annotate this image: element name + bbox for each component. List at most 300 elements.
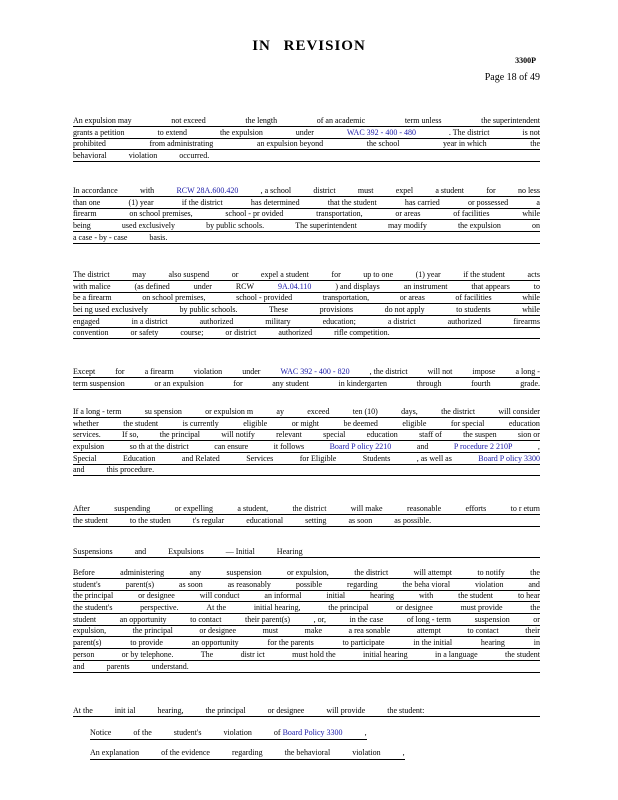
word-group: or (533, 614, 540, 624)
word-group: services. (73, 430, 101, 440)
word-group: exceed (307, 407, 330, 416)
word-group: in a language (435, 649, 478, 659)
text-line (73, 407, 540, 418)
word-group: The (200, 649, 214, 659)
word-group: understand. (151, 661, 189, 671)
word-group: sion or (517, 430, 540, 440)
word-group: At the (206, 603, 227, 613)
text-line (73, 430, 540, 441)
policy-link[interactable]: Board Policy 3300 (282, 728, 343, 737)
word-group: eligible (243, 418, 268, 428)
word-group: the student (73, 515, 108, 525)
paragraph-p9 (73, 706, 540, 718)
bullet-icon (73, 748, 90, 760)
word-group: of the (133, 728, 152, 737)
word-group: , a school (260, 186, 292, 195)
word-group: the suspen (463, 430, 497, 440)
word-group: of facilities (455, 293, 492, 303)
word-group: the principal (328, 603, 369, 613)
word-group: school - pr ovided (225, 209, 284, 219)
word-group: or possessed (467, 197, 509, 207)
word-group: with (139, 186, 155, 195)
text-line (73, 317, 540, 328)
policy-link[interactable]: RCW 28A.600.420 (176, 186, 239, 195)
paragraph-p3 (73, 270, 540, 340)
word-group: a long - (515, 367, 540, 376)
paragraph-p7 (73, 547, 540, 559)
bullet-item (73, 748, 405, 760)
word-group: if the district (181, 197, 223, 207)
word-group: make (304, 626, 322, 636)
word-group: a student (435, 186, 465, 195)
paragraph-p5 (73, 407, 540, 477)
word-group: the district (292, 504, 327, 513)
word-group: If so, (122, 430, 139, 440)
word-group: These (269, 305, 289, 315)
word-group: to provide (130, 638, 163, 648)
word-group: a case - by - case (73, 232, 128, 242)
word-group: RCW (235, 281, 255, 291)
word-group: for (233, 378, 243, 388)
word-group: (1) year (128, 197, 154, 207)
word-group: The superintendent (295, 221, 357, 231)
word-group: and Related (181, 453, 220, 463)
word-group: no less (517, 186, 540, 195)
text-line (73, 305, 540, 316)
text-line (73, 116, 540, 127)
word-group: su spension (144, 407, 182, 416)
word-group: year in which (443, 139, 487, 149)
word-group: or designee (396, 603, 433, 613)
text-line (73, 547, 540, 558)
word-group: engaged (73, 316, 100, 326)
text-line (73, 293, 540, 304)
word-group: to students (456, 305, 491, 315)
word-group: ten (10) (352, 407, 378, 416)
text-line (73, 662, 540, 673)
word-group: the behavioral (284, 748, 331, 757)
word-group: , the district (369, 367, 408, 376)
paragraph-p2 (73, 186, 540, 244)
word-group: under (193, 281, 212, 291)
word-group: Except (73, 367, 96, 376)
word-group: Hearing (276, 547, 303, 556)
word-group: the principal (73, 591, 114, 601)
word-group: education (508, 418, 540, 428)
document-number: 3300P (515, 56, 536, 65)
word-group: an opportunity (191, 638, 239, 648)
word-group: violation (352, 748, 381, 757)
word-group: to extend (157, 127, 188, 137)
word-group: An expulsion may (73, 116, 132, 125)
word-group: or designee (199, 626, 237, 636)
word-group: expulsion, (73, 626, 107, 636)
word-group: being (73, 221, 91, 231)
word-group: efforts (465, 504, 487, 513)
word-group: Students (362, 453, 391, 463)
word-group: or district (225, 328, 257, 338)
word-group: Expulsions (168, 547, 204, 556)
word-group: it follows (273, 442, 305, 452)
word-group: An explanation (90, 748, 140, 757)
word-group: parent(s) (125, 579, 155, 589)
word-group: for (486, 186, 496, 195)
word-group: not exceed (171, 116, 206, 125)
word-group: Services (246, 453, 274, 463)
word-group: , or, (313, 614, 326, 624)
word-group: , (537, 442, 540, 452)
word-group: term suspension (73, 378, 125, 388)
text-line (73, 454, 540, 465)
word-group: authorized (278, 328, 313, 338)
word-group: to notify (477, 568, 505, 577)
word-group: administering (120, 568, 165, 577)
word-group: init ial (114, 706, 136, 715)
word-group: At the (73, 706, 93, 715)
word-group: the (530, 139, 540, 149)
word-group: student's (173, 728, 202, 737)
word-group: , (402, 748, 405, 757)
word-group: or safety (130, 328, 159, 338)
word-group: Before (73, 568, 95, 577)
word-group: authorized (199, 316, 234, 326)
word-group: an instrument (403, 281, 448, 291)
word-group: is currently (182, 418, 219, 428)
word-group: a firearm (144, 367, 174, 376)
word-group: school - provided (236, 293, 293, 303)
word-group: under (295, 127, 314, 137)
word-group: person (73, 649, 95, 659)
word-group: or an expulsion (154, 378, 204, 388)
word-group: , (364, 728, 367, 737)
word-group: an informal (264, 591, 302, 601)
word-group: of Board Policy 3300 (273, 728, 343, 737)
text-line (73, 139, 540, 150)
word-group: to the studen (129, 515, 171, 525)
text-line (73, 209, 540, 220)
word-group: suspending (114, 504, 151, 513)
text-line (73, 270, 540, 281)
text-line (73, 282, 540, 293)
policy-link[interactable]: P rocedure 2 210P (453, 442, 513, 452)
word-group: must hold the (292, 649, 336, 659)
word-group: prohibited (73, 139, 106, 149)
word-group: If a long - term (73, 407, 122, 416)
word-group: with (418, 591, 434, 601)
text-line (73, 568, 540, 579)
word-group: suspension (474, 614, 510, 624)
word-group: from administrating (149, 139, 214, 149)
word-group: the expulsion (219, 127, 263, 137)
text-line (73, 367, 540, 378)
word-group: attempt (416, 626, 441, 636)
word-group: than one (73, 197, 101, 207)
word-group: on school premises, (129, 209, 193, 219)
word-group: the student (123, 418, 159, 428)
word-group: Special (73, 453, 97, 463)
word-group: (as defined (134, 281, 170, 291)
word-group: student (73, 614, 97, 624)
word-group: as soon (348, 515, 373, 525)
bullet-item (73, 728, 367, 740)
word-group: will consider (498, 407, 540, 416)
text-line (73, 706, 540, 717)
word-group: has carried (404, 197, 440, 207)
word-group: will not (427, 367, 453, 376)
word-group: as reasonably (227, 579, 271, 589)
word-group: the superintendent (481, 116, 540, 125)
word-group: and (73, 661, 85, 671)
word-group: the (530, 603, 540, 613)
word-group: or designee (267, 706, 305, 715)
word-group: by public schools. (206, 221, 265, 231)
paragraph-p6 (73, 504, 540, 527)
word-group: for (115, 367, 125, 376)
word-group: and (416, 442, 429, 452)
word-group: or designee (138, 591, 175, 601)
bullet-text (90, 748, 405, 760)
word-group: while (522, 293, 540, 303)
word-group: in kindergarten (338, 378, 387, 388)
word-group: staff of (419, 430, 442, 440)
text-line (73, 419, 540, 430)
word-group: perspective. (140, 603, 179, 613)
word-group: their parent(s) (244, 614, 291, 624)
word-group: of the evidence (161, 748, 210, 757)
word-group: occurred. (179, 151, 210, 161)
word-group: reasonable (406, 504, 442, 513)
text-line (73, 186, 540, 197)
word-group: to contact (467, 626, 499, 636)
word-group: for (331, 270, 341, 279)
word-group: a rea sonable (348, 626, 391, 636)
bullet-text (90, 728, 367, 740)
word-group: fourth (471, 378, 491, 388)
word-group: this procedure. (106, 465, 155, 475)
word-group: under (242, 367, 261, 376)
word-group: or expulsion, (287, 568, 329, 577)
policy-link[interactable]: WAC 392 - 400 - 820 (280, 367, 350, 376)
word-group: any student (272, 378, 309, 388)
word-group: any (189, 568, 202, 577)
word-group: . The district (448, 127, 490, 137)
word-group: setting (305, 515, 327, 525)
word-group: and (73, 465, 85, 475)
word-group: transportation, (322, 293, 370, 303)
word-group: to contact (190, 614, 222, 624)
word-group: Suspensions (73, 547, 113, 556)
text-line (73, 198, 540, 209)
text-line (73, 580, 540, 591)
word-group: to (533, 281, 540, 291)
word-group: can ensure (214, 442, 249, 452)
text-line (73, 638, 540, 649)
word-group: hearing, (157, 706, 184, 715)
word-group: a student, (237, 504, 269, 513)
word-group: as possible. (394, 515, 432, 525)
word-group: and (134, 547, 147, 556)
word-group: the district (441, 407, 476, 416)
word-group: violation (193, 367, 223, 376)
paragraph-p8 (73, 568, 540, 673)
word-group: possible (295, 579, 323, 589)
text-line (73, 650, 540, 661)
word-group: initial hearing, (253, 603, 301, 613)
word-group: that appears (471, 281, 510, 291)
word-group: for special (450, 418, 485, 428)
text-line (73, 591, 540, 602)
word-group: parent(s) (73, 638, 102, 648)
word-group: or areas (395, 209, 421, 219)
policy-link[interactable]: Board P olicy 3300 (478, 453, 540, 463)
word-group: used exclusively (121, 221, 176, 231)
word-group: the (530, 568, 540, 577)
word-group: in (533, 638, 540, 648)
word-group: if the student (463, 270, 505, 279)
word-group: impose (472, 367, 496, 376)
word-group: in the initial (413, 638, 453, 648)
word-group: firearm (73, 209, 97, 219)
word-group: authorized (447, 316, 482, 326)
word-group: the student (505, 649, 540, 659)
text-line (73, 379, 540, 390)
word-group: the principal (132, 626, 173, 636)
word-group: of an academic (316, 116, 366, 125)
word-group: or might (291, 418, 320, 428)
word-group: special (323, 430, 346, 440)
word-group: convention (73, 328, 109, 338)
word-group: on school premises, (142, 293, 206, 303)
word-group: and (528, 579, 540, 589)
word-group: by public schools. (179, 305, 238, 315)
word-group: may (132, 270, 146, 279)
word-group: may modify (387, 221, 427, 231)
paragraph-p1 (73, 116, 540, 163)
word-group: of long - term (406, 614, 452, 624)
word-group: bei ng used exclusively (73, 305, 148, 315)
word-group: must (262, 626, 279, 636)
page-title: IN REVISION (252, 38, 366, 54)
word-group: will make (350, 504, 383, 513)
word-group: that the student (327, 197, 377, 207)
text-line (73, 442, 540, 453)
word-group: will notify (221, 430, 255, 440)
word-group: in a district (131, 316, 168, 326)
text-line (73, 128, 540, 139)
word-group: basis. (149, 232, 168, 242)
word-group: so th at the district (129, 442, 189, 452)
word-group: provisions (319, 305, 354, 315)
word-group: days, (401, 407, 418, 416)
word-group: with malice (73, 281, 111, 291)
word-group: expel a student (260, 270, 309, 279)
word-group: eligible (402, 418, 427, 428)
word-group: as soon (178, 579, 203, 589)
word-group: an opportunity (119, 614, 167, 624)
word-group: of facilities (453, 209, 490, 219)
word-group: or (231, 270, 239, 279)
word-group: behavioral (73, 151, 107, 161)
word-group: be deemed (343, 418, 378, 428)
word-group: t's regular (192, 515, 225, 525)
word-group: student's (73, 579, 101, 589)
word-group: Notice (90, 728, 112, 737)
word-group: must (357, 186, 374, 195)
word-group: a district (387, 316, 416, 326)
word-group: military (265, 316, 291, 326)
policy-link[interactable]: WAC 392 - 400 - 480 (346, 127, 416, 137)
word-group: violation (475, 579, 504, 589)
text-line (73, 328, 540, 339)
word-group: an expulsion beyond (256, 139, 324, 149)
word-group: , as well as (416, 453, 452, 463)
word-group: firearms (513, 316, 540, 326)
word-group: expel (395, 186, 414, 195)
word-group: the beha vioral (402, 579, 451, 589)
page-number: Page 18 of 49 (484, 72, 540, 83)
policy-link[interactable]: Board P olicy 2210 (329, 442, 392, 452)
word-group: ) and displays (335, 281, 380, 291)
word-group: In accordance (73, 186, 118, 195)
word-group: acts (527, 270, 540, 279)
word-group: After (73, 504, 90, 513)
word-group: relevant (276, 430, 302, 440)
policy-link[interactable]: 9A.04.110 (277, 281, 312, 291)
word-group: ay (276, 407, 284, 416)
word-group: — Initial (225, 547, 255, 556)
word-group: the expulsion (457, 221, 501, 231)
word-group: or by telephone. (121, 649, 174, 659)
word-group: Education (122, 453, 156, 463)
word-group: will conduct (199, 591, 240, 601)
text-line (73, 615, 540, 626)
word-group: term unless (404, 116, 442, 125)
word-group: while (522, 305, 540, 315)
word-group: on (531, 221, 540, 231)
word-group: hearing (370, 591, 395, 601)
word-group: or areas (399, 293, 425, 303)
word-group: in the case (349, 614, 384, 624)
word-group: rifle competition. (334, 328, 390, 338)
word-group: initial (326, 591, 346, 601)
word-group: will provide (326, 706, 366, 715)
word-group: The district (73, 270, 110, 279)
word-group: for the parents (267, 638, 314, 648)
word-group: regarding (231, 748, 263, 757)
word-group: parents (106, 661, 130, 671)
word-group: the student (458, 591, 494, 601)
text-line (73, 151, 540, 162)
word-group: also suspend (168, 270, 210, 279)
word-group: hearing (480, 638, 505, 648)
word-group: must provide (460, 603, 503, 613)
word-group: distr ict (240, 649, 265, 659)
word-group: educational (246, 515, 284, 525)
word-group: up to one (363, 270, 394, 279)
word-group: the student: (387, 706, 425, 715)
word-group: to r eturn (510, 504, 540, 513)
text-line (73, 504, 540, 515)
word-group: the district (354, 568, 389, 577)
word-group: violation (223, 728, 252, 737)
word-group: violation (128, 151, 158, 161)
word-group: will attempt (413, 568, 453, 577)
word-group: education; (322, 316, 356, 326)
word-group: initial hearing (363, 649, 408, 659)
bullet-icon (73, 728, 90, 740)
word-group: or expelling (174, 504, 214, 513)
word-group: is not (522, 127, 540, 137)
